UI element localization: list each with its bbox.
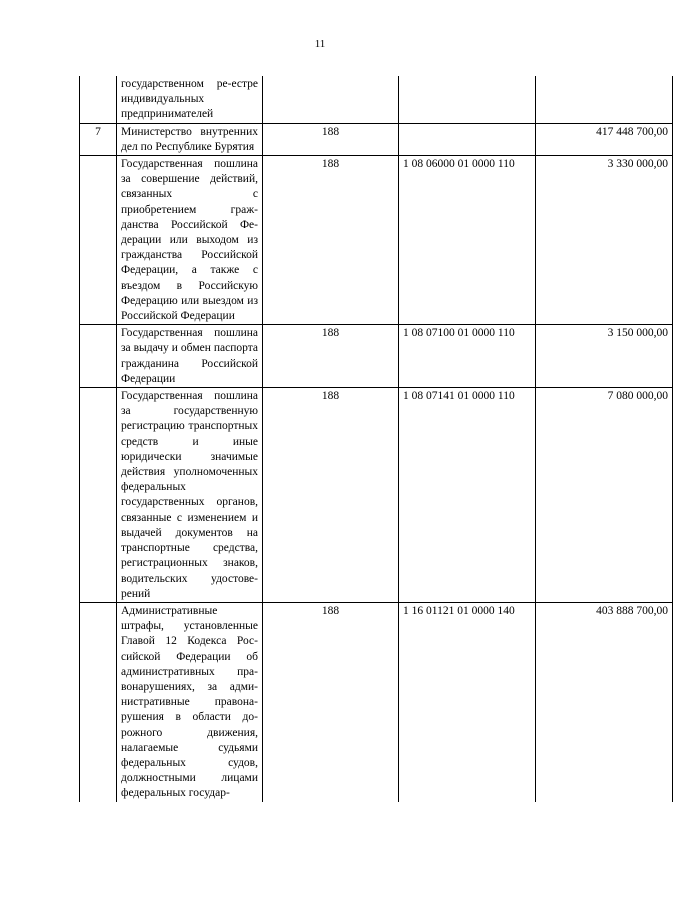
amount: 403 888 700,00 bbox=[536, 602, 673, 801]
administrator-code: 188 bbox=[263, 602, 399, 801]
row-number bbox=[80, 388, 117, 603]
revenue-name: Государственная пошлина за выдачу и обмен паспорта гражданина Российской Федерации bbox=[117, 325, 263, 388]
amount: 7 080 000,00 bbox=[536, 388, 673, 603]
administrator-code: 188 bbox=[263, 156, 399, 325]
table-row bbox=[80, 76, 673, 123]
revenue-name: Государственная пошлина за государственную регистрацию транспортных средств и иные юридически значимые действия уполномоченных федеральных государственных органов, связанные с изменением и выдачей документов на транспортные средства, регистрационных знаков, водительских удостоверений bbox=[117, 388, 263, 603]
budget-classification-code: 1 08 06000 01 0000 110 bbox=[399, 156, 536, 325]
table-row bbox=[80, 123, 673, 155]
administrator-code: 188 bbox=[263, 388, 399, 603]
row-number: 7 bbox=[80, 123, 117, 155]
row-number bbox=[80, 76, 117, 123]
budget-classification-code: 1 16 01121 01 0000 140 bbox=[399, 602, 536, 801]
revenue-name: государственном ре-естре индивидуальных предпринимателей bbox=[117, 76, 263, 123]
amount: 417 448 700,00 bbox=[536, 123, 673, 155]
row-number bbox=[80, 325, 117, 388]
budget-classification-code: 1 08 07100 01 0000 110 bbox=[399, 325, 536, 388]
budget-classification-code bbox=[399, 76, 536, 123]
amount: 3 330 000,00 bbox=[536, 156, 673, 325]
table-row bbox=[80, 325, 673, 388]
table-row bbox=[80, 156, 673, 325]
page-number: 11 bbox=[314, 38, 326, 50]
revenue-name: Государственная пошлина за совершение действий, связанных с приобретением гражданства Российской Федерации или выходом из гражданства Российской Федерации, а также с въездом в Российскую Федерацию или выездом из Российской Федерации bbox=[117, 156, 263, 325]
administrator-code: 188 bbox=[263, 123, 399, 155]
table-row bbox=[80, 602, 673, 801]
row-number bbox=[80, 156, 117, 325]
amount: 3 150 000,00 bbox=[536, 325, 673, 388]
revenue-table bbox=[79, 76, 673, 802]
amount bbox=[536, 76, 673, 123]
budget-classification-code bbox=[399, 123, 536, 155]
budget-classification-code: 1 08 07141 01 0000 110 bbox=[399, 388, 536, 603]
revenue-name: Административные штрафы, установленные Главой 12 Кодекса Российской Федерации об административных правонарушениях, за административные правонарушения в области дорожного движения, налагаемые судьями федеральных судов, должностными лицами федеральных государ- bbox=[117, 602, 263, 801]
revenue-name: Министерство внутренних дел по Республике Бурятия bbox=[117, 123, 263, 155]
table-row bbox=[80, 388, 673, 603]
row-number bbox=[80, 602, 117, 801]
administrator-code: 188 bbox=[263, 325, 399, 388]
administrator-code bbox=[263, 76, 399, 123]
